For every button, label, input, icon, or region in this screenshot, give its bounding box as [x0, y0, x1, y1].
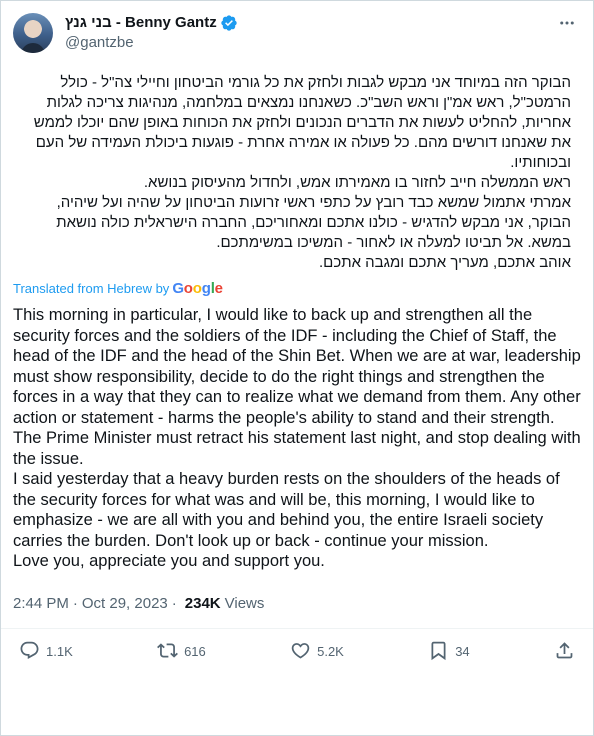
name-row [65, 13, 553, 33]
share-icon [554, 640, 575, 664]
tweet-meta [13, 594, 581, 614]
author-display-name[interactable]: בני גנץ - Benny Gantz [65, 14, 217, 31]
hebrew-paragraph: אוהב אתכם, מעריך אתכם ומגבה אתכם. [319, 254, 571, 271]
like-count: 5.2K [317, 644, 344, 659]
repost-button[interactable] [157, 640, 206, 664]
more-horizontal-icon[interactable] [553, 9, 581, 37]
english-paragraph: The Prime Minister must retract his statement last night, and stop dealing with the issue. [13, 429, 581, 468]
english-paragraph: I said yesterday that a heavy burden rests on the shoulders of the heads of the security forces for what was and will be, this morning, I would like to emphasize - we are all with you and behind you, the entire Israeli society carries the burden. Don't look up or back - continue your mission. [13, 470, 560, 550]
repost-icon [157, 640, 178, 664]
share-button[interactable] [554, 640, 575, 664]
translation-label[interactable]: Translated from Hebrew by [13, 280, 170, 296]
hebrew-paragraph: אמרתי אתמול שמשא כבד רובץ על כתפי ראשי זרועות הביטחון על שהיה ועל שיהיה, הבוקר, אני מבקש להדגיש - כולנו אתכם ומאחוריכם, החברה הישראלית כולה נושאת במשא. אל תביטו למעלה או לאחור - המשיכו במשימתכם. [56, 194, 571, 251]
meta-separator: · [171, 595, 177, 612]
views-label: Views [224, 595, 265, 612]
like-button[interactable] [290, 640, 344, 664]
action-bar [13, 629, 581, 675]
tweet-date[interactable]: Oct 29, 2023 [81, 595, 168, 612]
reply-button[interactable] [19, 640, 73, 664]
bookmark-icon [428, 640, 449, 664]
bookmark-button[interactable] [428, 640, 469, 664]
repost-count: 616 [184, 644, 206, 659]
tweet-header [13, 13, 581, 65]
author-block [65, 13, 553, 53]
tweet-text-english [13, 305, 581, 572]
hebrew-paragraph: ראש הממשלה חייב לחזור בו מאמירתו אמש, ולחדול מהעיסוק בנושא. [143, 174, 571, 191]
reply-icon [19, 640, 40, 664]
hebrew-paragraph: הבוקר הזה במיוחד אני מבקש לגבות ולחזק את כל גורמי הביטחון וחיילי צה"ל - כולל הרמטכ"ל, ראש אמ"ן וראש השב"כ. כשאנחנו נמצאים במלחמה, מנהיגות צריכה לגלות אחריות, להחליט לעשות את הדברים הנכונים ולחזק את הכוחות באופן שהם יוכלו לממש את שאנחנו דורשים מהם. כל פעולה או אמירה אחרת - פוגעות ביכולת העמידה של העם ובכוחותיו. [33, 74, 571, 171]
heart-icon [290, 640, 311, 664]
tweet-time[interactable]: 2:44 PM [13, 595, 69, 612]
verified-badge-icon [220, 14, 238, 32]
avatar[interactable] [13, 13, 53, 53]
reply-count: 1.1K [46, 644, 73, 659]
views-count[interactable]: 234K [184, 595, 221, 612]
meta-separator: · [72, 595, 78, 612]
author-handle[interactable]: @gantzbe [65, 34, 134, 51]
english-paragraph: Love you, appreciate you and support you. [13, 552, 325, 570]
translation-attribution[interactable] [13, 279, 581, 297]
english-paragraph: This morning in particular, I would like to back up and strengthen all the security forces and the soldiers of the IDF - including the Chief of Staff, the head of the IDF and the head of the Shin Bet. When we are at war, leadership must show responsibility, decide to do the right things and strengthen the forces in a way that they can to realize what we demand from them. Any other action or statement - harms the people's ability to stand and their strength. [13, 306, 581, 427]
bookmark-count: 34 [455, 644, 470, 659]
tweet-text-hebrew [13, 73, 581, 273]
google-logo: Google [172, 279, 223, 297]
